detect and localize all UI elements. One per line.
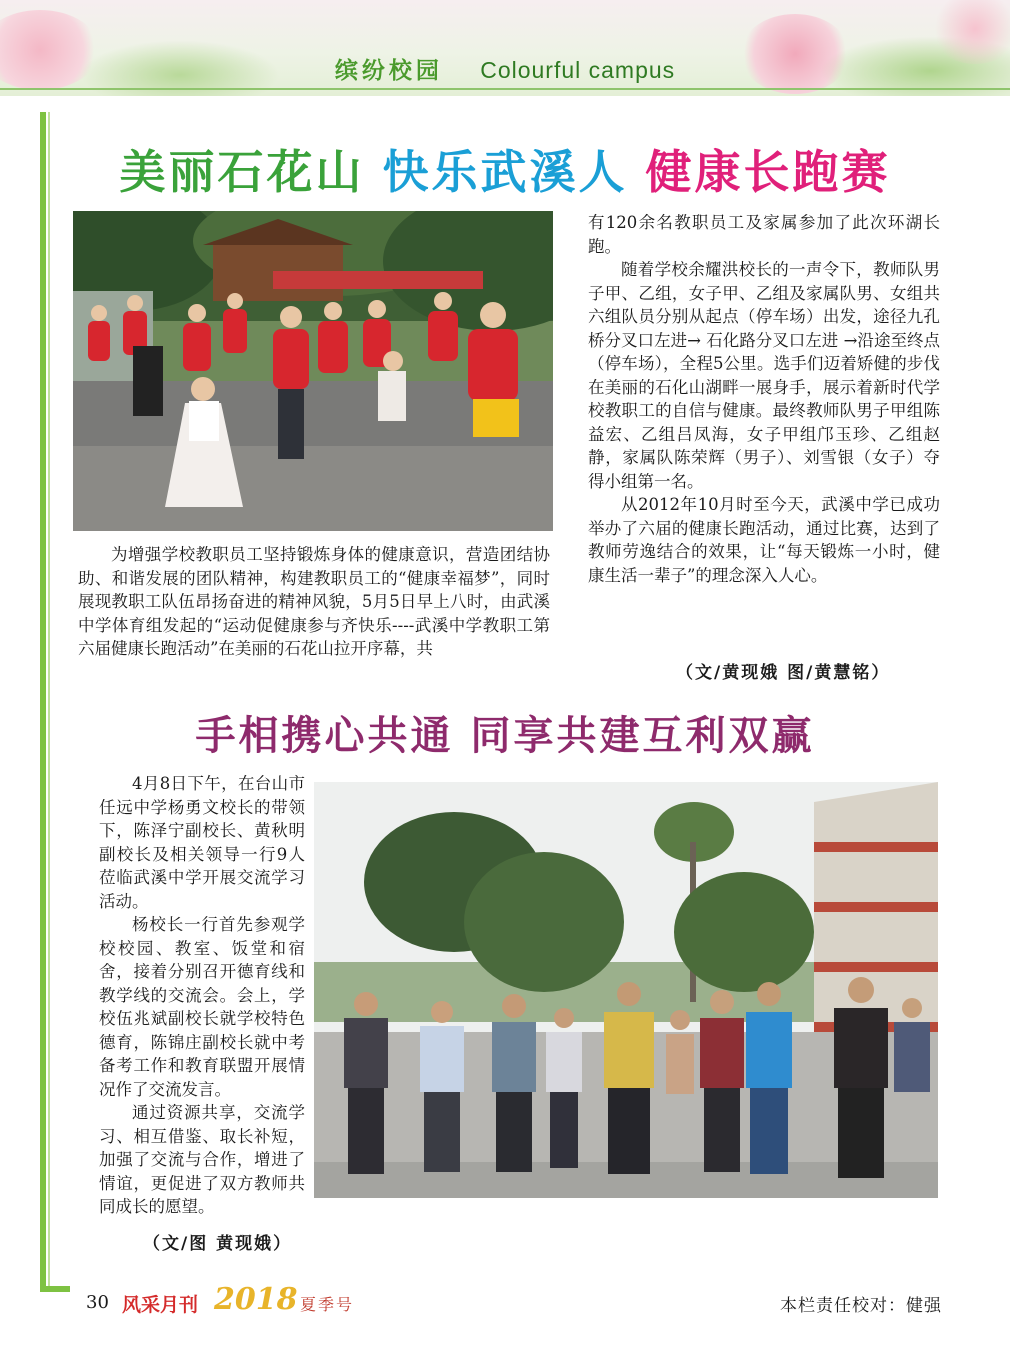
article1-title-part1: 美丽石花山 — [119, 145, 365, 199]
article1-right-column — [588, 211, 940, 587]
left-frame-bar-inner — [48, 112, 50, 1292]
article1-paragraph: 从2012年10月时至今天，武溪中学已成功举办了六届的健康长跑活动，通过比赛，达到了教师劳逸结合的效果，让“每天锻炼一小时，健康生活一辈子”的理念深入人心。 — [588, 495, 940, 585]
article2-credit: （文/图 黄现娥） — [143, 1234, 293, 1254]
article1-title — [60, 136, 950, 202]
article1-credit: （文/黄现娥 图/黄慧铭） — [676, 663, 891, 683]
page-number: 30 — [86, 1292, 109, 1313]
left-frame-bar — [40, 112, 46, 1292]
article2-column — [99, 772, 305, 1219]
header-divider — [0, 88, 1010, 90]
article2-paragraph: 通过资源共享，交流学习、相互借鉴、取长补短，加强了交流与合作，增进了情谊，更促进了双方教师共同成长的愿望。 — [99, 1103, 305, 1216]
exchange-visit-photo — [314, 782, 938, 1198]
issue-season: 夏季号 — [300, 1295, 355, 1314]
magazine-name: 风采月刊 — [122, 1294, 199, 1316]
issue-logo: 2018 — [214, 1282, 298, 1317]
article2-paragraph: 杨校长一行首先参观学校校园、教室、饭堂和宿舍，接着分别召开德育线和教学线的交流会。会上，学校伍兆斌副校长就学校特色德育，陈锦庄副校长就中考备考工作和教育联盟开展情况作了交流发言。 — [99, 915, 305, 1099]
section-title — [0, 52, 1010, 85]
article1-paragraph: 为增强学校教职员工坚持锻炼身体的健康意识，营造团结协助、和谐发展的团队精神，构建教职员工的“健康幸福梦”，同时展现教职工队伍昂扬奋进的精神风貌，5月5日早上八时，由武溪中学体育组发起的“运动促健康参与齐快乐----武溪中学教职工第六届健康长跑活动”在美丽的石花山拉开序幕，共 — [78, 545, 550, 658]
article2-paragraph: 4月8日下午，在台山市任远中学杨勇文校长的带领下，陈泽宁副校长、黄秋明副校长及相关领导一行9人莅临武溪中学开展交流学习活动。 — [99, 774, 305, 911]
article1-left-column — [78, 543, 550, 661]
section-title-en: Colourful campus — [480, 57, 676, 83]
proofreader-note: 本栏责任校对：健强 — [780, 1296, 942, 1316]
section-title-cn: 缤纷校园 — [334, 57, 443, 83]
article2-title: 手相携心共通 同享共建互利双赢 — [195, 713, 815, 759]
article1-paragraph: 随着学校余耀洪校长的一声令下，教师队男子甲、乙组，女子甲、乙组及家属队男、女组共六组队员分别从起点（停车场）出发，途径九孔桥分叉口左进→ 石化路分叉口左进 →沿途至终点（停车场），全程5公里。选手们迈着矫健的步伐在美丽的石化山湖畔一展身手，展示着新时代学校教职工的自信与健康。最终教师队男子甲组陈益宏、乙组吕凤海，女子甲组邝玉珍、乙组赵静，家属队陈荣辉（男子）、刘雪银（女子）夺得小组第一名。 — [588, 260, 940, 491]
page-header — [0, 0, 1010, 96]
running-event-photo — [73, 211, 553, 531]
bottom-frame-corner — [40, 1286, 70, 1292]
article1-title-part2: 快乐武溪人 — [382, 145, 628, 199]
article1-title-part3: 健康长跑赛 — [645, 145, 891, 199]
article1-paragraph: 有120余名教职员工及家属参加了此次环湖长跑。 — [588, 213, 940, 256]
